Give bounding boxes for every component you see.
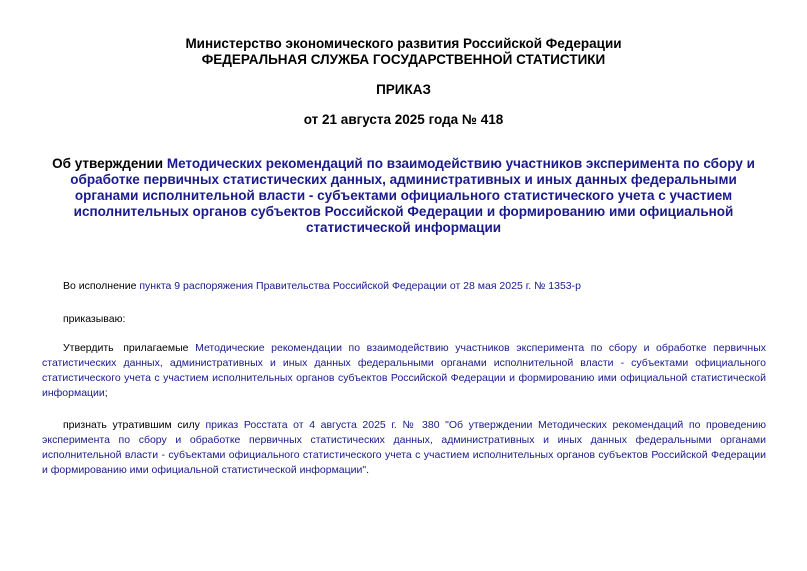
repeal-paragraph <box>42 418 766 478</box>
order-paragraph <box>42 312 766 327</box>
approve-paragraph <box>42 341 766 401</box>
order-word: приказываю: <box>63 313 126 325</box>
document-type-heading: ПРИКАЗ <box>376 82 431 97</box>
document-date-number: от 21 августа 2025 года № 418 <box>303 112 504 127</box>
approved-recommendations-link[interactable]: Методические рекомендации по взаимодействию участников эксперимента по сбору и обработке первичных статистических данных, административных и иных данных федеральными органами исполнительной власти - субъектами официального статистического учета с участием исполнительных органов субъектов Российской Федерации и формированию ими официальной статистической информации <box>42 342 766 399</box>
title-prefix: Об утверждении <box>52 156 164 171</box>
intro-prefix: Во исполнение <box>63 280 137 292</box>
approve-suffix: ; <box>104 387 108 399</box>
service-heading: ФЕДЕРАЛЬНАЯ СЛУЖБА ГОСУДАРСТВЕННОЙ СТАТИСТИКИ <box>201 52 606 67</box>
ministry-heading: Министерство экономического развития Российской Федерации <box>185 36 622 51</box>
government-order-link[interactable]: пункта 9 распоряжения Правительства Российской Федерации от 28 мая 2025 г. № 1353-р <box>139 280 581 292</box>
repealed-order-link[interactable]: приказ Росстата от 4 августа 2025 г. № 380 "Об утверждении Методических рекомендаций по проведению эксперимента по сбору и обработке первичных статистических данных, административных и иных данных федеральными органами исполнительной власти - субъектами официального статистического учета с участием исполнительных органов субъектов Российской Федерации и формированию ими официальной статистической информации" <box>42 419 766 476</box>
approve-prefix: Утвердить прилагаемые <box>63 342 189 354</box>
title-recommendations-link[interactable]: Методических рекомендаций по взаимодействию участников эксперимента по сбору и обработке первичных статистических данных, административных и иных данных федеральными органами исполнительной власти - субъектами официального статистического учета с участием исполнительных органов субъектов Российской Федерации и формированию ими официальной статистической информации <box>70 156 755 235</box>
repeal-suffix: . <box>366 464 370 476</box>
intro-paragraph <box>42 279 766 294</box>
document-title <box>48 156 759 236</box>
repeal-prefix: признать утратившим силу <box>63 419 200 431</box>
